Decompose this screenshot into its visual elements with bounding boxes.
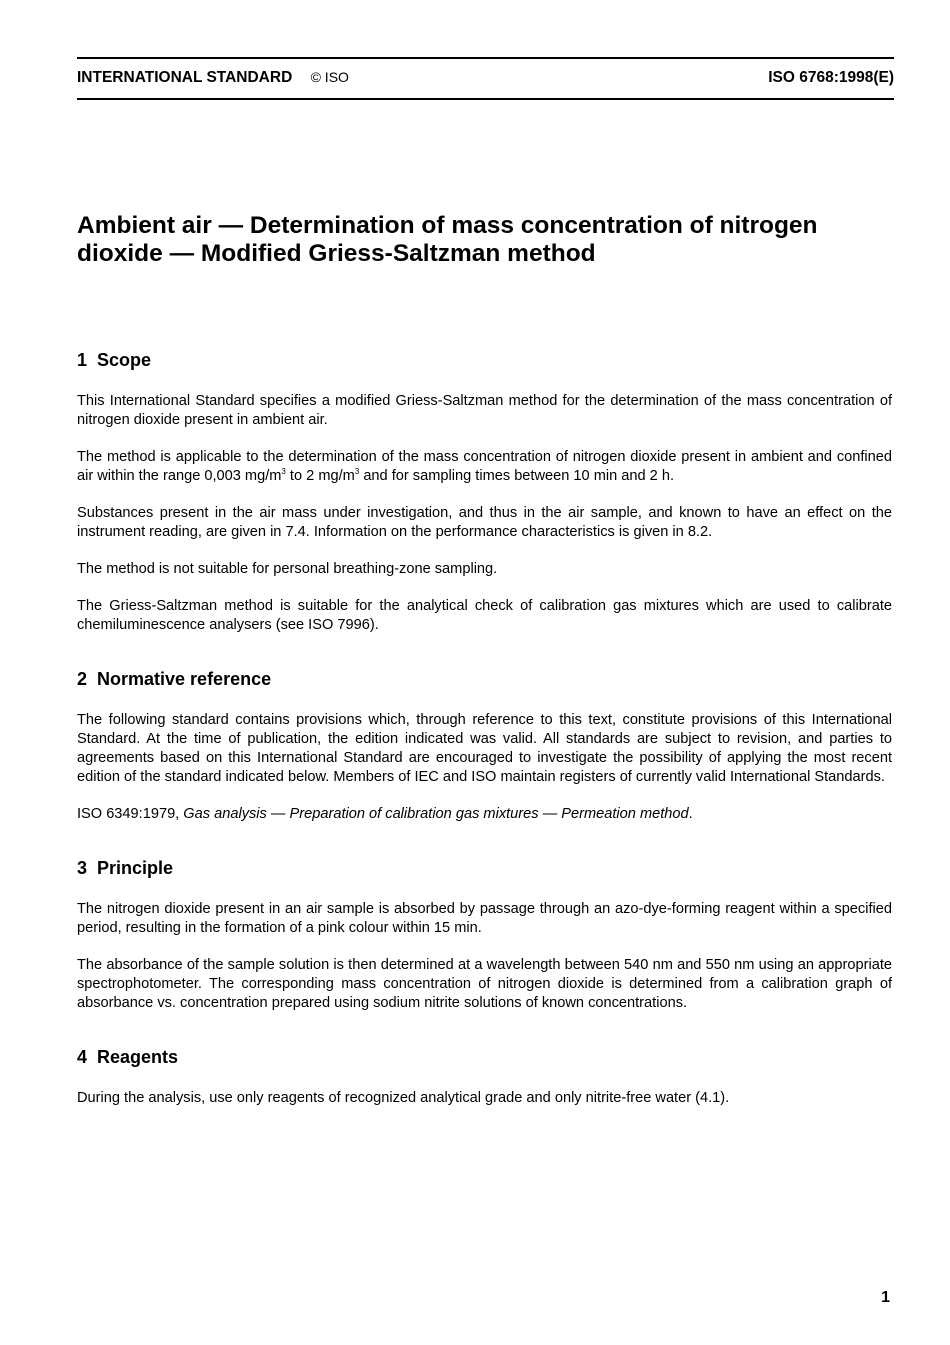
section-number: 4 xyxy=(77,1047,88,1067)
header-bottom-rule xyxy=(77,98,894,100)
scope-paragraph-3: Substances present in the air mass under investigation, and thus in the air sample, and known to have an effect on the instrument reading, are given in 7.4. Information on the performance characteristics is given in 8.2. xyxy=(77,505,892,540)
document-number: ISO 6768:1998(E) xyxy=(768,69,894,86)
superscript-3: 3 xyxy=(354,467,360,477)
principle-paragraph-2: The absorbance of the sample solution is then determined at a wavelength between 540 nm and 550 nm using an appropriate spectrophotometer. The corresponding mass concentration of nitrogen dioxide is determined from a calibration graph of absorbance vs. concentration prepared using sodium nitrite solutions of known concentrations. xyxy=(77,957,892,1011)
page-number: 1 xyxy=(881,1289,890,1306)
section-title: Normative reference xyxy=(97,669,272,689)
scope-paragraph-5: The Griess-Saltzman method is suitable for the analytical check of calibration gas mixtures which are used to calibrate chemiluminescence analysers (see ISO 7996). xyxy=(77,598,892,633)
principle-paragraph-1: The nitrogen dioxide present in an air sample is absorbed by passage through an azo-dye-forming reagent within a specified period, resulting in the formation of a pink colour within 15 min. xyxy=(77,901,892,936)
section-number: 1 xyxy=(77,350,88,370)
section-title: Principle xyxy=(97,858,174,878)
reagents-paragraph-1: During the analysis, use only reagents of recognized analytical grade and only nitrite-free water (4.1). xyxy=(77,1090,730,1106)
scope-p2-text-b: to 2 mg/m xyxy=(285,468,355,484)
header-top-rule xyxy=(77,57,894,59)
title-line-2: dioxide — Modified Griess-Saltzman method xyxy=(77,240,596,267)
reference-code: ISO 6349:1979, xyxy=(77,806,184,822)
reference-end: . xyxy=(688,806,693,822)
section-title: Reagents xyxy=(97,1047,179,1067)
superscript-3: 3 xyxy=(281,467,286,477)
copyright-notice: © ISO xyxy=(310,69,349,85)
section-number: 3 xyxy=(77,858,88,878)
scope-paragraph-2 xyxy=(77,448,892,486)
reference-title: Gas analysis — Preparation of calibration gas mixtures — Permeation method xyxy=(183,806,689,822)
document-body xyxy=(77,348,892,1108)
section-heading-normative-reference xyxy=(77,667,892,691)
normative-paragraph-1: The following standard contains provisions which, through reference to this text, constitute provisions of this International Standard. At the time of publication, the edition indicated was valid. All standards are subject to revision, and parties to agreements based on this International Standard are encouraged to investigate the possibility of applying the most recent edition of the standard indicated below. Members of IEC and ISO maintain registers of currently valid International Standards. xyxy=(77,712,892,785)
scope-p2-text-c: and for sampling times between 10 min and 2 h. xyxy=(359,468,675,484)
section-title: Scope xyxy=(97,350,152,370)
section-number: 2 xyxy=(77,669,88,689)
section-heading-scope xyxy=(77,348,892,372)
header-left xyxy=(77,69,349,87)
scope-paragraph-1: This International Standard specifies a modified Griess-Saltzman method for the determination of the mass concentration of nitrogen dioxide present in ambient air. xyxy=(77,393,892,428)
scope-paragraph-4: The method is not suitable for personal breathing-zone sampling. xyxy=(77,561,498,577)
normative-reference-entry xyxy=(77,805,892,824)
document-title xyxy=(77,212,894,268)
scope-p2-text-a: The method is applicable to the determination of the mass concentration of nitrogen dioxide present in ambient and confined air within the range 0,003 mg/m xyxy=(77,449,892,484)
section-heading-reagents xyxy=(77,1045,892,1069)
standard-label: INTERNATIONAL STANDARD xyxy=(77,69,293,86)
section-heading-principle xyxy=(77,856,892,880)
title-line-1: Ambient air — Determination of mass concentration of nitrogen xyxy=(77,212,818,239)
